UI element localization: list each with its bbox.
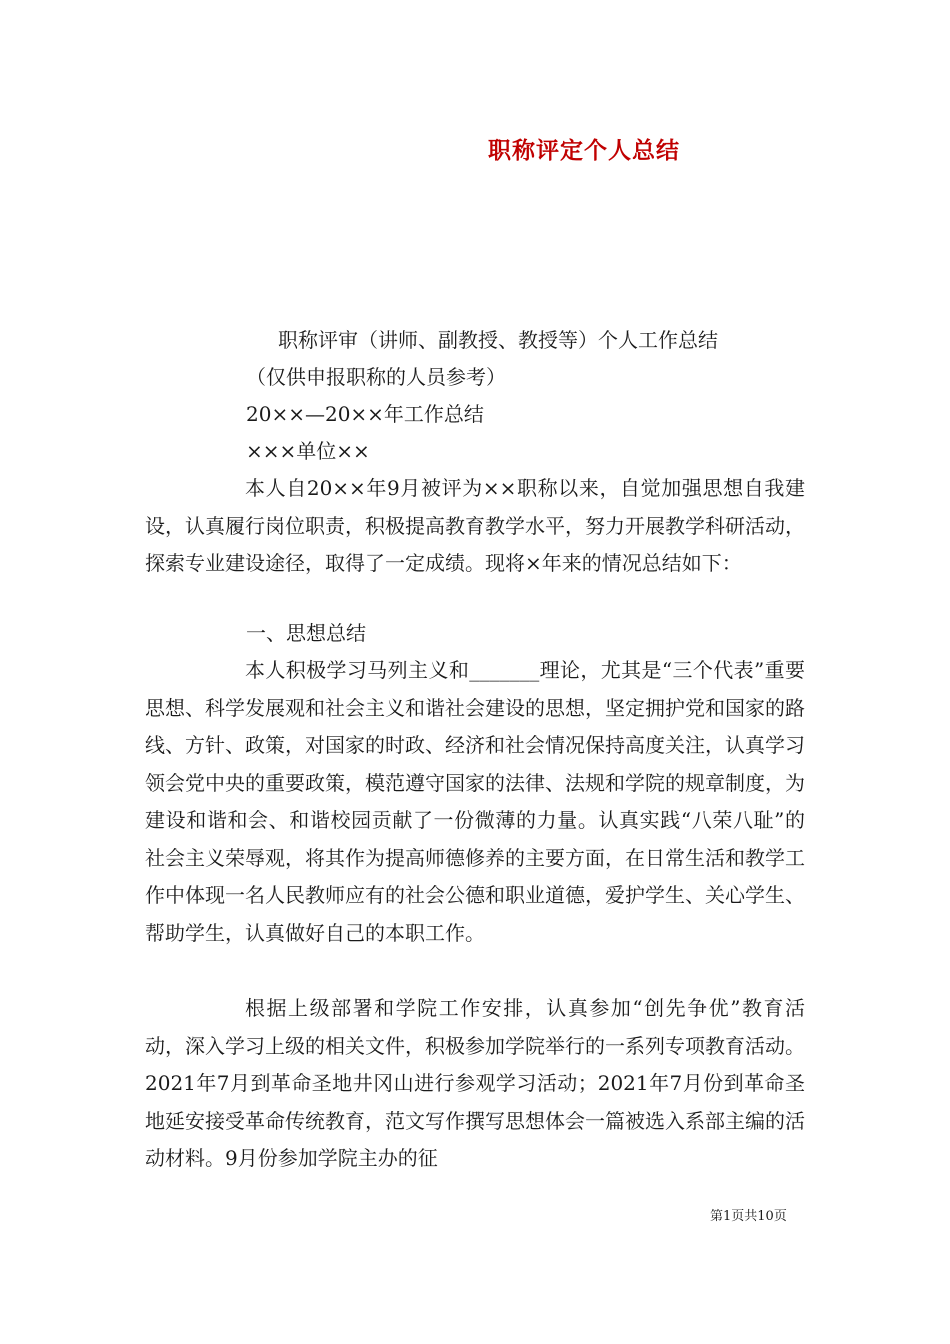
unit-line: ×××单位××: [246, 439, 370, 463]
body-paragraph: 本人积极学习马列主义和_______理论，尤其是“三个代表”重要思想、科学发展观和社会主义和谐社会建设的思想，坚定拥护党和国家的路线、方针、政策，对国家的时政、经济和社会情况保持高度关注，认真学习领会党中央的重要政策，模范遵守国家的法律、法规和学院的规章制度，为建设和谐和会、和谐校园贡献了一份微薄的力量。认真实践“八荣八耻”的社会主义荣辱观，将其作为提高师德修养的主要方面，在日常生活和教学工作中体现一名人民教师应有的社会公德和职业道德，爱护学生、关心学生、帮助学生，认真做好自己的本职工作。: [145, 658, 805, 945]
intro-paragraph: 本人自20××年9月被评为××职称以来，自觉加强思想自我建设，认真履行岗位职责，积极提高教育教学水平，努力开展教学科研活动，探索专业建设途径，取得了一定成绩。现将×年来的情况总结如下：: [145, 476, 805, 575]
document-title: 职称评定个人总结: [488, 137, 680, 164]
period-heading: 20××—20××年工作总结: [246, 402, 484, 426]
section-heading: 一、思想总结: [246, 621, 366, 645]
reference-note: （仅供申报职称的人员参考）: [246, 365, 506, 389]
page-number: 第1页共10页: [710, 1209, 787, 1224]
body-paragraph: 根据上级部署和学院工作安排，认真参加“创先争优”教育活动，深入学习上级的相关文件，积极参加学院举行的一系列专项教育活动。2021年7月到革命圣地井冈山进行参观学习活动；2021年7月份到革命圣地延安接受革命传统教育，范文写作撰写思想体会一篇被选入系部主编的活动材料。9月份参加学院主办的征: [145, 996, 805, 1170]
document-subtitle: 职称评审（讲师、副教授、教授等）个人工作总结: [278, 328, 718, 352]
